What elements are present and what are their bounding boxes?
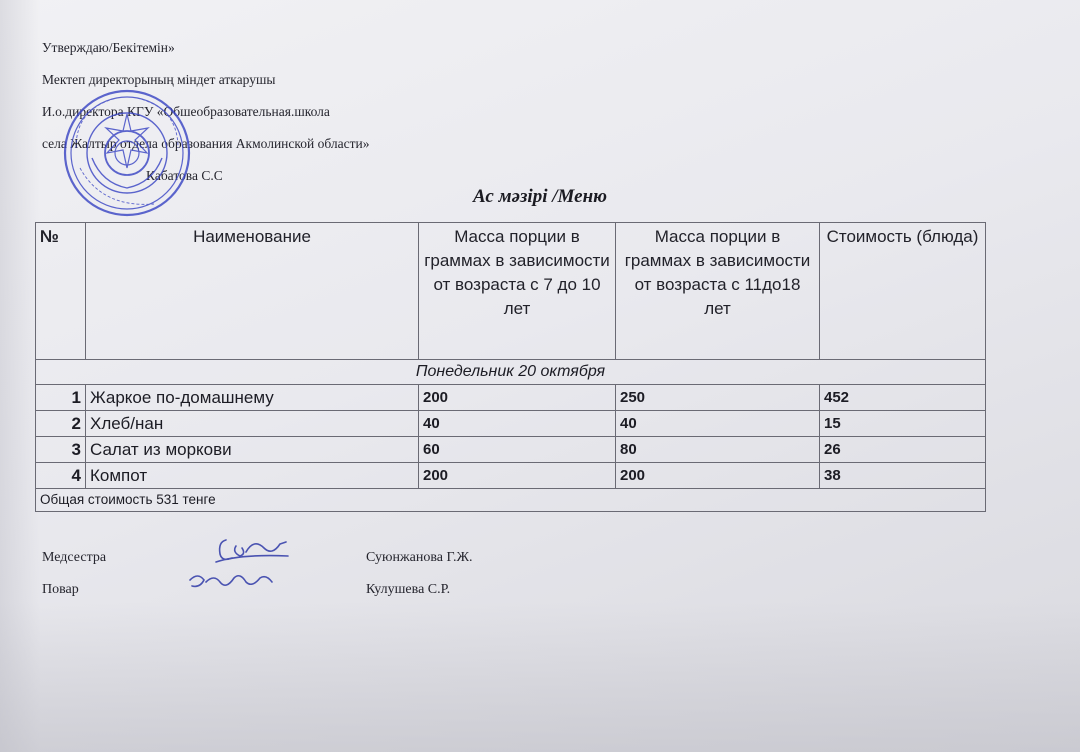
table-header-row [36,223,986,360]
approval-line-3: И.о.директора КГУ «Обшеобразовательная.школа [42,104,330,119]
table-row [36,411,986,437]
header-number: № [36,223,86,360]
row-mass-11-18: 200 [616,463,820,489]
row-number: 3 [36,437,86,463]
row-cost: 38 [820,463,986,489]
row-cost: 26 [820,437,986,463]
row-mass-7-10: 200 [419,463,616,489]
total-row [36,489,986,512]
row-cost: 15 [820,411,986,437]
total-cost: Общая стоимость 531 тенге [36,489,986,512]
approval-line-4: села Жалтыр отдела образования Акмолинской области» [42,136,370,151]
row-mass-7-10: 200 [419,385,616,411]
paper-shadow-bottom [0,602,1080,752]
row-dish-name: Компот [86,463,419,489]
nurse-name: Суюнжанова Г.Ж. [366,550,473,565]
paper-shadow-left [0,0,40,752]
header-cost: Стоимость (блюда) [820,223,986,360]
header-mass-7-10: Масса порции в граммах в зависимости от возраста с 7 до 10 лет [419,223,616,360]
row-mass-7-10: 40 [419,411,616,437]
menu-table [35,222,986,512]
approval-line-1: Утверждаю/Бекітемін» [42,40,175,55]
header-name: Наименование [86,223,419,360]
day-label: Понедельник 20 октября [36,360,986,385]
cook-role: Повар [42,582,79,597]
table-row [36,463,986,489]
row-mass-11-18: 80 [616,437,820,463]
row-dish-name: Салат из моркови [86,437,419,463]
day-row [36,360,986,385]
page-title: Ас мәзірі /Меню [473,186,607,207]
row-dish-name: Жаркое по-домашнему [86,385,419,411]
row-mass-11-18: 250 [616,385,820,411]
table-row [36,385,986,411]
row-mass-11-18: 40 [616,411,820,437]
row-number: 2 [36,411,86,437]
handwritten-signature-icon [180,532,300,602]
header-mass-11-18: Масса порции в граммах в зависимости от возраста с 11до18 лет [616,223,820,360]
row-mass-7-10: 60 [419,437,616,463]
approval-line-2: Мектеп директорының міндет аткарушы [42,72,276,87]
approval-block [42,32,370,192]
row-cost: 452 [820,385,986,411]
row-number: 4 [36,463,86,489]
nurse-role: Медсестра [42,550,107,565]
table-row [36,437,986,463]
row-number: 1 [36,385,86,411]
approval-signer: Кабатова С.С [146,168,223,183]
row-dish-name: Хлеб/нан [86,411,419,437]
cook-name: Кулушева С.Р. [366,582,451,597]
